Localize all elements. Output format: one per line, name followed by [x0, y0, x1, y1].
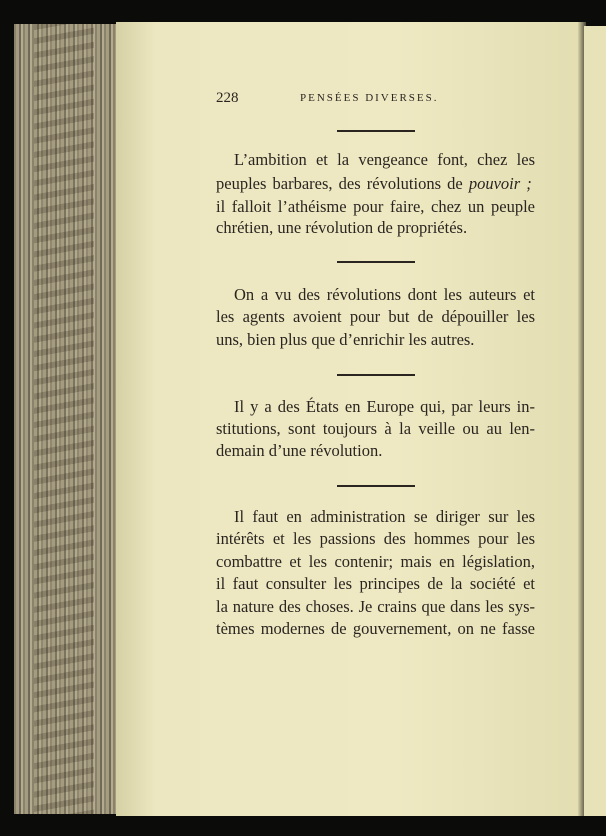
italic-word: pouvoir ; — [468, 174, 532, 193]
text-line: la nature des choses. Je crains que dans les sys- — [216, 597, 535, 616]
text-line — [216, 174, 535, 194]
text-line: stitutions, sont toujours à la veille ou au len- — [216, 419, 535, 438]
text-line: Il y a des États en Europe qui, par leurs in- — [234, 397, 535, 416]
section-rule — [337, 374, 415, 376]
text-line: tèmes modernes de gouvernement, on ne fasse — [216, 619, 535, 638]
section-rule — [337, 130, 415, 132]
page-number: 228 — [216, 90, 239, 106]
text-line: intérêts et les passions des hommes pour les — [216, 529, 535, 548]
text-line: Il faut en administration se diriger sur les — [234, 507, 535, 526]
text-line: il faut consulter les principes de la société et — [216, 574, 535, 593]
text-line: demain d’une révolution. — [216, 441, 383, 460]
page-edges — [14, 24, 116, 814]
text-line: combattre et les contenir; mais en législation, — [216, 552, 535, 571]
text-span: peuples barbares, des révolutions de — [216, 174, 463, 193]
section-rule — [337, 261, 415, 263]
text-line: les agents avoient pour but de dépouiller les — [216, 307, 535, 326]
running-title: PENSÉES DIVERSES. — [300, 92, 439, 104]
text-line: chrétien, une révolution de propriétés. — [216, 218, 468, 237]
text-line: il falloit l’athéisme pour faire, chez un peuple — [216, 197, 535, 216]
section-rule — [337, 485, 415, 487]
text-line: L’ambition et la vengeance font, chez les — [234, 150, 535, 169]
facing-page — [584, 26, 606, 816]
text-line: uns, bien plus que d’enrichir les autres. — [216, 330, 475, 349]
text-line: On a vu des révolutions dont les auteurs et — [234, 285, 535, 304]
